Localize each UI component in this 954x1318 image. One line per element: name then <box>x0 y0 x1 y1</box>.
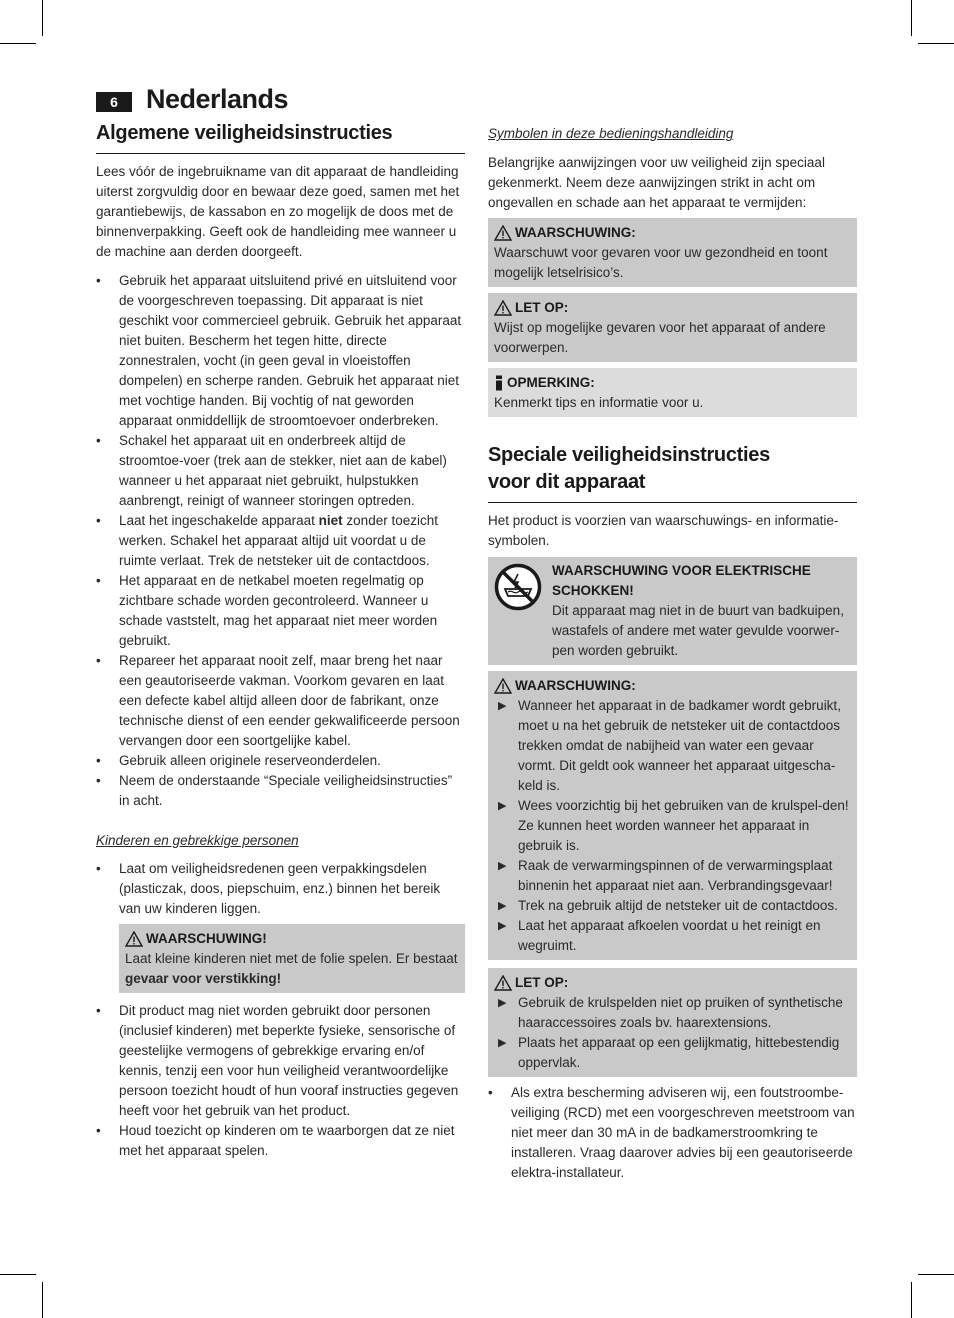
symbols-intro: Belangrijke aanwijzingen voor uw veiligheid zijn speciaal gekenmerkt. Neem deze aanwijzingen strikt in acht om ongevallen en schade aan het apparaat te vermijden: <box>488 155 825 210</box>
arrow-right-icon: ▶ <box>498 800 507 812</box>
rcd-bullet-list <box>488 1083 857 1183</box>
bullet-icon: • <box>488 1085 493 1100</box>
page-number: 6 <box>96 92 132 112</box>
list-item: • Het apparaat en de netkabel moeten regelmatig op zichtbare schade worden gecontroleerd. Wanneer u schade vaststelt, mag het apparaat niet meer worden gebruikt. <box>96 573 438 648</box>
warning-triangle-icon <box>494 975 512 991</box>
bullet-icon: • <box>96 433 101 448</box>
bullet-icon: • <box>96 1123 101 1138</box>
kids-bullet-list <box>96 859 465 919</box>
crop-mark <box>918 43 954 44</box>
bullet-icon: • <box>96 861 101 876</box>
kids-warning-title: WAARSCHUWING! <box>146 931 267 946</box>
kids-bullet-list-2 <box>96 1001 465 1161</box>
symbol-warning-box: WAARSCHUWING: Waarschuwt voor gevaren voor uw gezondheid en toont mogelijk letselrisico’s. <box>488 218 857 287</box>
bullet-icon: • <box>96 1003 101 1018</box>
shock-warning-title: WAARSCHUWING VOOR ELEKTRISCHE SCHOKKEN! <box>552 563 811 598</box>
crop-mark <box>42 0 43 36</box>
symbol-caution-box: LET OP: Wijst op mogelijke gevaren voor het apparaat of andere voorwerpen. <box>488 293 857 362</box>
list-item: • Als extra bescherming adviseren wij, een foutstroombe-veiliging (RCD) met een voorgeschreven meetstroom van niet meer dan 30 mA in de badkamerstroomkring te installeren. Vraag daarover advies bij een geautoriseerde elektra-installateur. <box>488 1085 855 1180</box>
list-item: ▶ Trek na gebruik altijd de netsteker uit de contactdoos. <box>494 896 851 916</box>
list-item: ▶ Wees voorzichtig bij het gebruiken van de krulspel-den! Ze kunnen heet worden wanneer het apparaat in gebruik is. <box>498 798 849 853</box>
language-title: Nederlands <box>146 84 289 114</box>
arrow-right-icon: ▶ <box>498 860 507 872</box>
list-item: ▶ Raak de verwarmingspinnen of de verwarmingsplaat binnenin het apparaat niet aan. Verbrandingsgevaar! <box>498 858 833 893</box>
list-item: • Houd toezicht op kinderen om te waarborgen dat ze niet met het apparaat spelen. <box>96 1123 455 1158</box>
list-item: • Schakel het apparaat uit en onderbreek altijd de stroomtoe-voer (trek aan de stekker, niet aan de kabel) wanneer u het apparaat niet gebruikt, hulpstukken aanbrengt, reinigt of wanneer storingen optreden. <box>96 433 447 508</box>
list-item: ▶ Laat het apparaat afkoelen voordat u het reinigt en wegruimt. <box>498 918 821 953</box>
device-warning-box: WAARSCHUWING: ▶ Wanneer het apparaat in de badkamer wordt gebruikt, moet u na het gebruik de netsteker uit de contactdoos trekken omdat de nabijheid van water een gevaar vormt. Dit geldt ook wanneer het apparaat uitgescha-keld is. ▶ Wees voorzichtig bij het gebruiken van de krulspel-den! Ze kunnen heet worden wanneer het apparaat in gebruik is. ▶ Raak de verwarmingspinnen of de verwarmingsplaat binnenin het apparaat niet aan. Verbrandingsgevaar! ▶ Trek na gebruik altijd de netsteker uit de contactdoos. ▶ Laat het apparaat afkoelen voordat u het reinigt en wegruimt. <box>488 671 857 960</box>
bullet-icon: • <box>96 573 101 588</box>
right-column <box>488 120 857 1183</box>
kids-heading: Kinderen en gebrekkige personen <box>96 833 299 848</box>
kids-warning-box <box>119 924 465 993</box>
warning-triangle-icon <box>494 225 512 241</box>
special-intro: Het product is voorzien van waarschuwings- en informatie-symbolen. <box>488 513 839 548</box>
bullet-icon: • <box>96 273 101 288</box>
shock-warning-text: Dit apparaat mag niet in de buurt van badkuipen, wastafels of andere met water gevulde voorwer-pen worden gebruikt. <box>552 603 844 658</box>
electric-shock-warning-box <box>488 557 857 665</box>
kids-warning-text: Laat kleine kinderen niet met de folie spelen. Er bestaat gevaar voor verstikking! <box>125 951 458 986</box>
no-water-bath-icon <box>494 563 542 611</box>
list-item: • Laat het ingeschakelde apparaat niet zonder toezicht werken. Schakel het apparaat altijd uit voordat u de ruimte verlaat. Trek de netsteker uit de contactdoos. <box>96 513 438 568</box>
list-item: ▶ Plaats het apparaat op een gelijkmatig, hittebestendig oppervlak. <box>498 1035 840 1070</box>
symbol-note-box: OPMERKING: Kenmerkt tips en informatie voor u. <box>488 368 857 417</box>
symbols-heading: Symbolen in deze bedieningshandleiding <box>488 126 734 141</box>
general-bullet-list <box>96 271 465 811</box>
device-caution-box: LET OP: ▶ Gebruik de krulspelden niet op pruiken of synthetische haaraccessoires zoals bv. haarextensions. ▶ Plaats het apparaat op een gelijkmatig, hittebestendig oppervlak. <box>488 968 857 1077</box>
crop-mark <box>0 43 36 44</box>
bullet-icon: • <box>96 773 101 788</box>
arrow-right-icon: ▶ <box>498 920 507 932</box>
section-title-general: Algemene veiligheidsinstructies <box>96 120 465 154</box>
crop-mark <box>918 1274 954 1275</box>
left-column <box>96 120 465 1161</box>
list-item: • Dit product mag niet worden gebruikt door personen (inclusief kinderen) met beperkte fysieke, sensorische of geestelijke vermogens of gebrekkige ervaring en/of kennis, tenzij een voor hun veiligheid verantwoordelijke persoon toezicht houdt of hun vooraf instructies gegeven heeft voor het gebruik van het product. <box>96 1003 459 1118</box>
section-title-special: Speciale veiligheidsinstructies voor dit apparaat <box>488 442 857 503</box>
bullet-icon: • <box>96 753 101 768</box>
list-item: • Gebruik het apparaat uitsluitend privé en uitsluitend voor de voorgeschreven toepassing. Dit apparaat is niet geschikt voor commercieel gebruik. Gebruik het apparaat niet buiten. Bescherm het tegen hitte, directe zonnestralen, vocht (in geen geval in vloeistoffen dompelen) en scherpe randen. Gebruik het apparaat niet met vochtige handen. Bij vochtig of nat geworden apparaat onmiddellijk de stroomtoevoer onderbreken. <box>96 273 462 428</box>
intro-paragraph: Lees vóór de ingebruikname van dit apparaat de handleiding uiterst zorgvuldig door en bewaar deze goed, samen met het garantiebewijs, de kassabon en zo mogelijk de doos met de binnenverpakking. Geeft ook de handleiding mee wanneer u de machine aan derden doorgeeft. <box>96 164 460 259</box>
arrow-right-icon: ▶ <box>498 900 507 912</box>
caution-arrow-list <box>494 993 851 1073</box>
warning-arrow-list <box>494 696 851 956</box>
crop-mark <box>911 0 912 36</box>
warning-triangle-icon <box>494 300 512 316</box>
crop-mark <box>0 1274 36 1275</box>
crop-mark <box>911 1282 912 1318</box>
bullet-icon: • <box>96 653 101 668</box>
bullet-icon: • <box>96 513 101 528</box>
list-item: ▶ Wanneer het apparaat in de badkamer wordt gebruikt, moet u na het gebruik de netsteker uit de contactdoos trekken omdat de nabijheid van water een gevaar vormt. Dit geldt ook wanneer het apparaat uitgescha-keld is. <box>498 698 841 793</box>
list-item: • Gebruik alleen originele reserveonderdelen. <box>96 751 465 771</box>
arrow-right-icon: ▶ <box>498 997 507 1009</box>
list-item: ▶ Gebruik de krulspelden niet op pruiken of synthetische haaraccessoires zoals bv. haarextensions. <box>498 995 843 1030</box>
warning-triangle-icon <box>494 678 512 694</box>
info-icon <box>494 375 504 391</box>
list-item: • Laat om veiligheidsredenen geen verpakkingsdelen (plasticzak, doos, piepschuim, enz.) binnen het bereik van uw kinderen liggen. <box>96 861 441 916</box>
list-item: • Repareer het apparaat nooit zelf, maar breng het naar een geautoriseerde vakman. Voorkom gevaren en laat een defecte kabel altijd alleen door de fabrikant, onze technische dienst of een eender gekwalificeerde persoon vervangen door een soortgelijke kabel. <box>96 653 460 748</box>
crop-mark <box>42 1282 43 1318</box>
list-item: • Neem de onderstaande “Speciale veiligheidsinstructies” in acht. <box>96 773 453 808</box>
arrow-right-icon: ▶ <box>498 700 507 712</box>
arrow-right-icon: ▶ <box>498 1037 507 1049</box>
warning-triangle-icon <box>125 931 143 947</box>
